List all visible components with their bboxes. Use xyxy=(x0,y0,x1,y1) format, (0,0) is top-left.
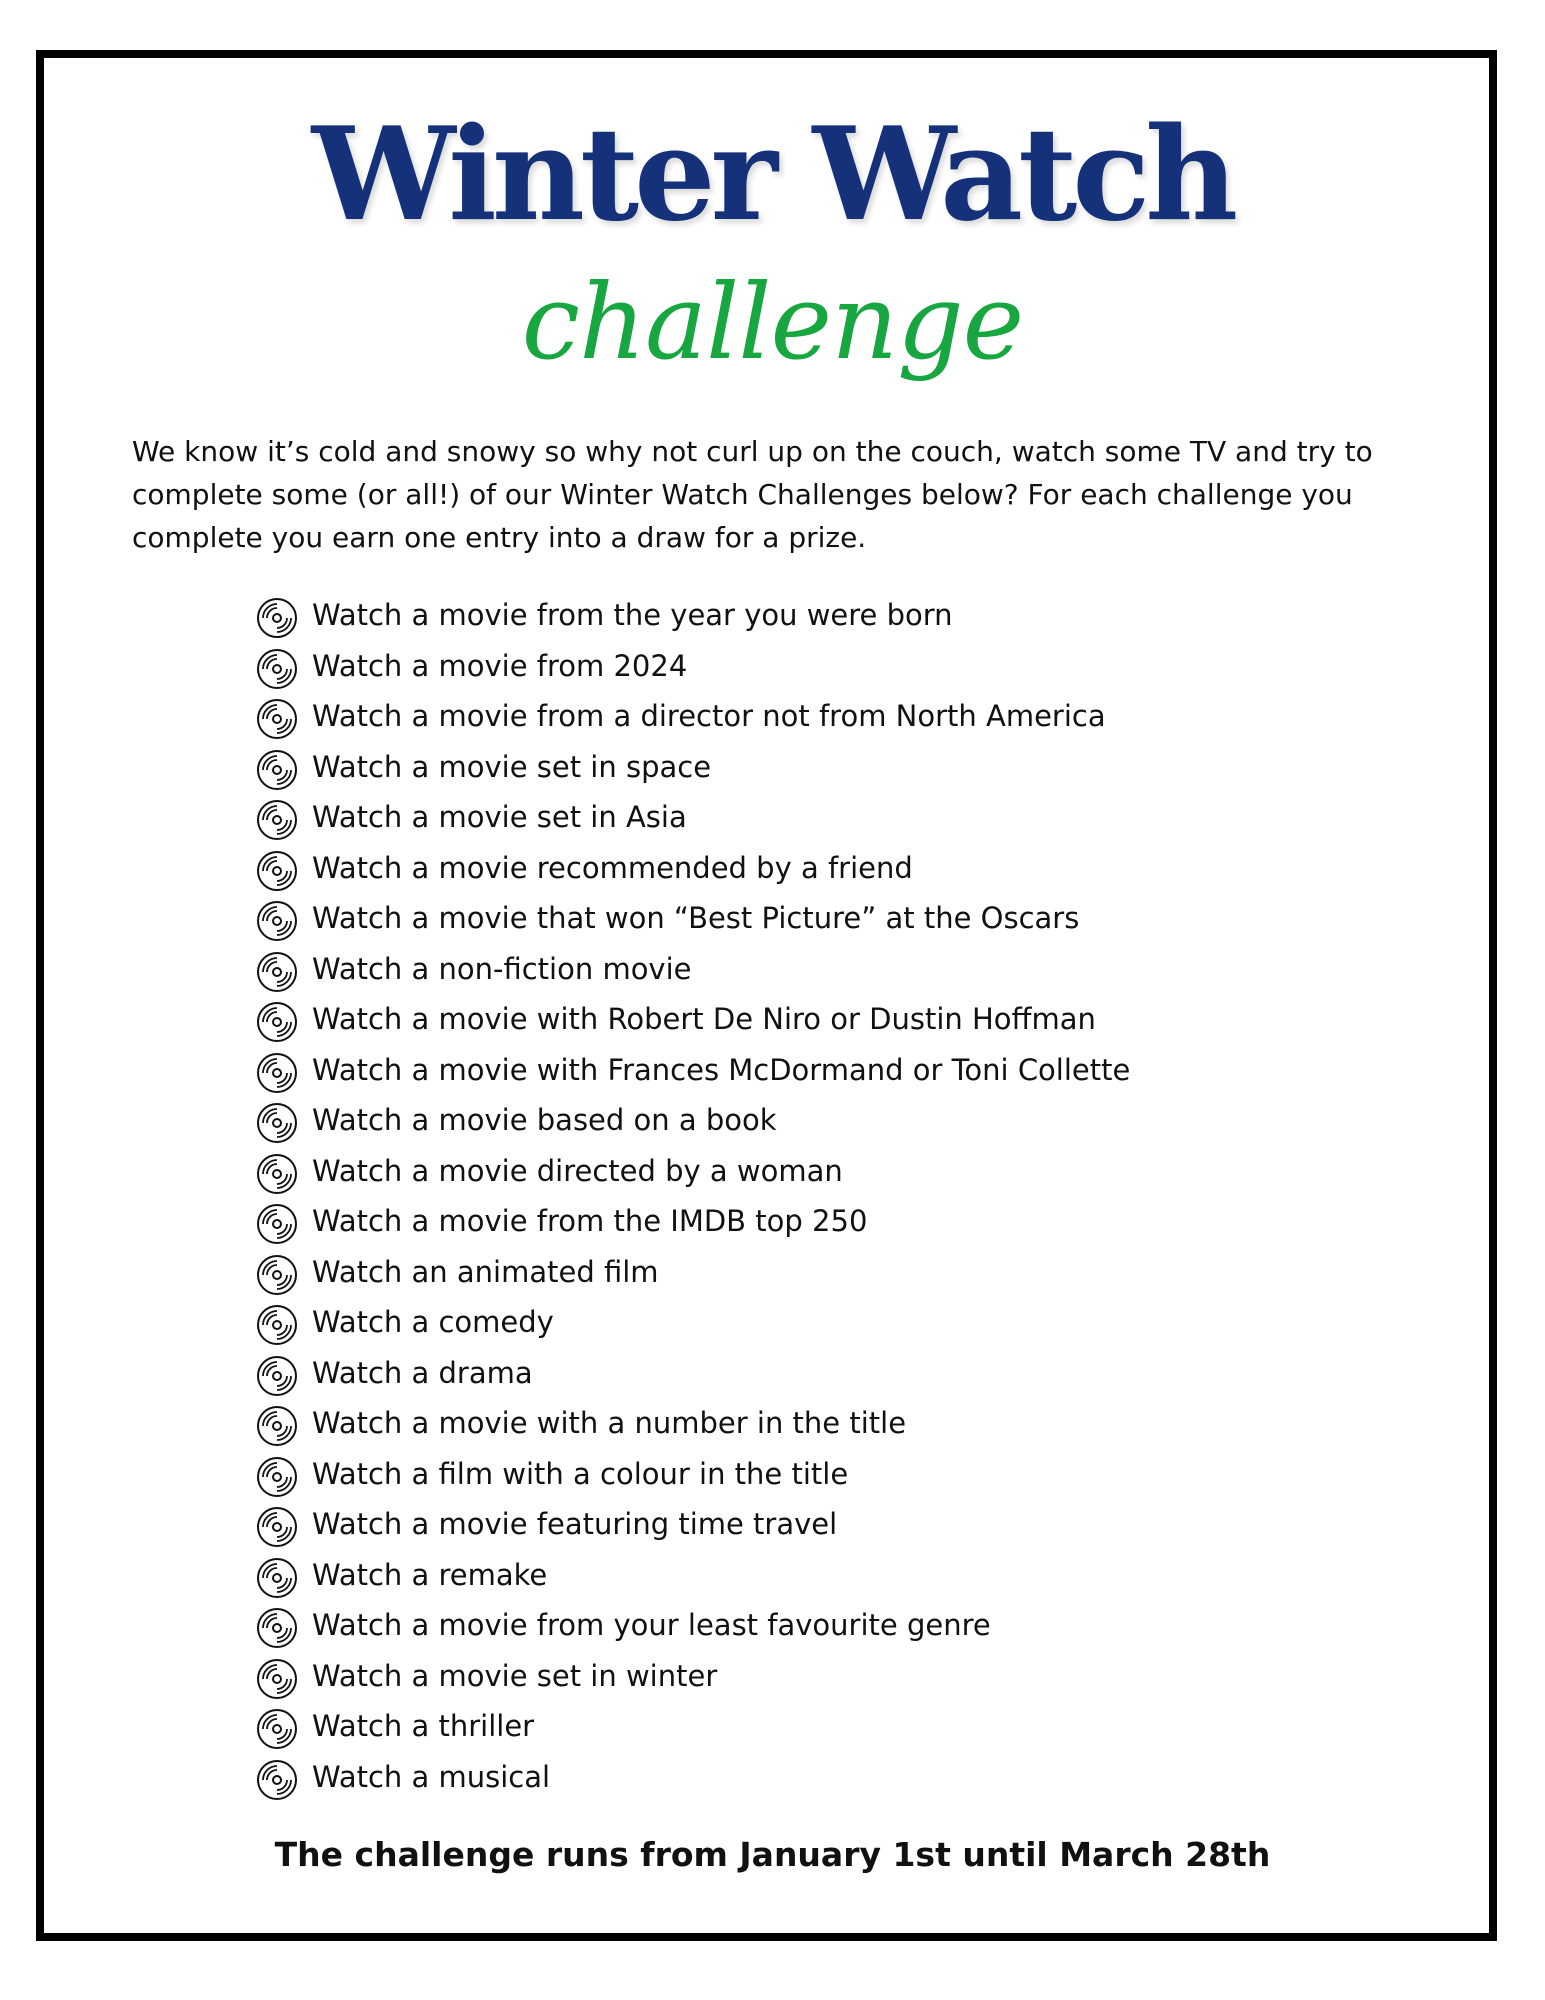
challenge-label: Watch a comedy xyxy=(312,1305,554,1340)
film-reel-icon xyxy=(256,1759,298,1801)
page-subtitle: challenge xyxy=(521,261,1024,383)
film-reel-icon xyxy=(256,1001,298,1043)
challenge-item xyxy=(256,1398,1130,1449)
challenge-label: Watch a movie directed by a woman xyxy=(312,1153,843,1188)
film-reel-icon xyxy=(256,648,298,690)
challenge-item xyxy=(256,1449,1130,1500)
film-reel-icon xyxy=(256,1658,298,1700)
challenge-list xyxy=(256,590,1130,1802)
challenge-item xyxy=(256,944,1130,995)
challenge-item xyxy=(256,691,1130,742)
challenge-label: Watch a movie from your least favourite genre xyxy=(312,1608,991,1643)
challenge-label: Watch a movie set in winter xyxy=(312,1658,718,1693)
challenge-label: Watch a movie based on a book xyxy=(312,1103,777,1138)
challenge-item xyxy=(256,893,1130,944)
challenge-item xyxy=(256,1297,1130,1348)
challenge-item xyxy=(256,843,1130,894)
challenge-label: Watch a movie set in Asia xyxy=(312,800,687,835)
film-reel-icon xyxy=(256,1708,298,1750)
film-reel-icon xyxy=(256,698,298,740)
challenge-item xyxy=(256,1348,1130,1399)
challenge-item xyxy=(256,1146,1130,1197)
film-reel-icon xyxy=(256,1607,298,1649)
challenge-item xyxy=(256,590,1130,641)
challenge-item xyxy=(256,1196,1130,1247)
challenge-label: Watch a movie recommended by a friend xyxy=(312,850,913,885)
film-reel-icon xyxy=(256,900,298,942)
film-reel-icon xyxy=(256,1557,298,1599)
challenge-label: Watch a movie set in space xyxy=(312,749,712,784)
challenge-label: Watch a movie from the IMDB top 250 xyxy=(312,1204,868,1239)
intro-paragraph: We know it’s cold and snowy so why not curl up on the couch, watch some TV and try to complete some (or all!) of our Winter Watch Challenges below? For each challenge you complete you earn one entry into a draw for a prize. xyxy=(132,435,1373,554)
film-reel-icon xyxy=(256,1254,298,1296)
film-reel-icon xyxy=(256,597,298,639)
challenge-item xyxy=(256,1651,1130,1702)
film-reel-icon xyxy=(256,1304,298,1346)
challenge-label: Watch a thriller xyxy=(312,1709,535,1744)
challenge-label: Watch a film with a colour in the title xyxy=(312,1456,849,1491)
challenge-label: Watch a remake xyxy=(312,1557,548,1592)
challenge-item xyxy=(256,1095,1130,1146)
film-reel-icon xyxy=(256,749,298,791)
challenge-label: Watch a movie featuring time travel xyxy=(312,1507,838,1542)
film-reel-icon xyxy=(256,1355,298,1397)
challenge-item xyxy=(256,1600,1130,1651)
challenge-item xyxy=(256,1045,1130,1096)
challenge-item xyxy=(256,1701,1130,1752)
challenge-label: Watch a drama xyxy=(312,1355,533,1390)
film-reel-icon xyxy=(256,850,298,892)
challenge-label: Watch a movie that won “Best Picture” at the Oscars xyxy=(312,901,1080,936)
challenge-item xyxy=(256,1550,1130,1601)
challenge-label: Watch a musical xyxy=(312,1759,551,1794)
film-reel-icon xyxy=(256,1456,298,1498)
film-reel-icon xyxy=(256,951,298,993)
film-reel-icon xyxy=(256,1203,298,1245)
challenge-item xyxy=(256,994,1130,1045)
film-reel-icon xyxy=(256,1506,298,1548)
film-reel-icon xyxy=(256,1153,298,1195)
challenge-label: Watch a non-fiction movie xyxy=(312,951,692,986)
challenge-item xyxy=(256,792,1130,843)
challenge-label: Watch a movie from the year you were born xyxy=(312,598,953,633)
challenge-label: Watch a movie with Robert De Niro or Dustin Hoffman xyxy=(312,1002,1096,1037)
challenge-dates: The challenge runs from January 1st until March 28th xyxy=(274,1835,1271,1874)
challenge-item xyxy=(256,1752,1130,1803)
page-title: Winter Watch xyxy=(311,100,1234,250)
challenge-label: Watch a movie with a number in the title xyxy=(312,1406,907,1441)
film-reel-icon xyxy=(256,1102,298,1144)
challenge-item xyxy=(256,742,1130,793)
challenge-item xyxy=(256,1247,1130,1298)
film-reel-icon xyxy=(256,1052,298,1094)
challenge-label: Watch a movie from 2024 xyxy=(312,648,688,683)
challenge-item xyxy=(256,641,1130,692)
film-reel-icon xyxy=(256,1405,298,1447)
challenge-label: Watch a movie with Frances McDormand or Toni Collette xyxy=(312,1052,1131,1087)
challenge-label: Watch a movie from a director not from North America xyxy=(312,699,1106,734)
film-reel-icon xyxy=(256,799,298,841)
challenge-label: Watch an animated film xyxy=(312,1254,659,1289)
challenge-item xyxy=(256,1499,1130,1550)
